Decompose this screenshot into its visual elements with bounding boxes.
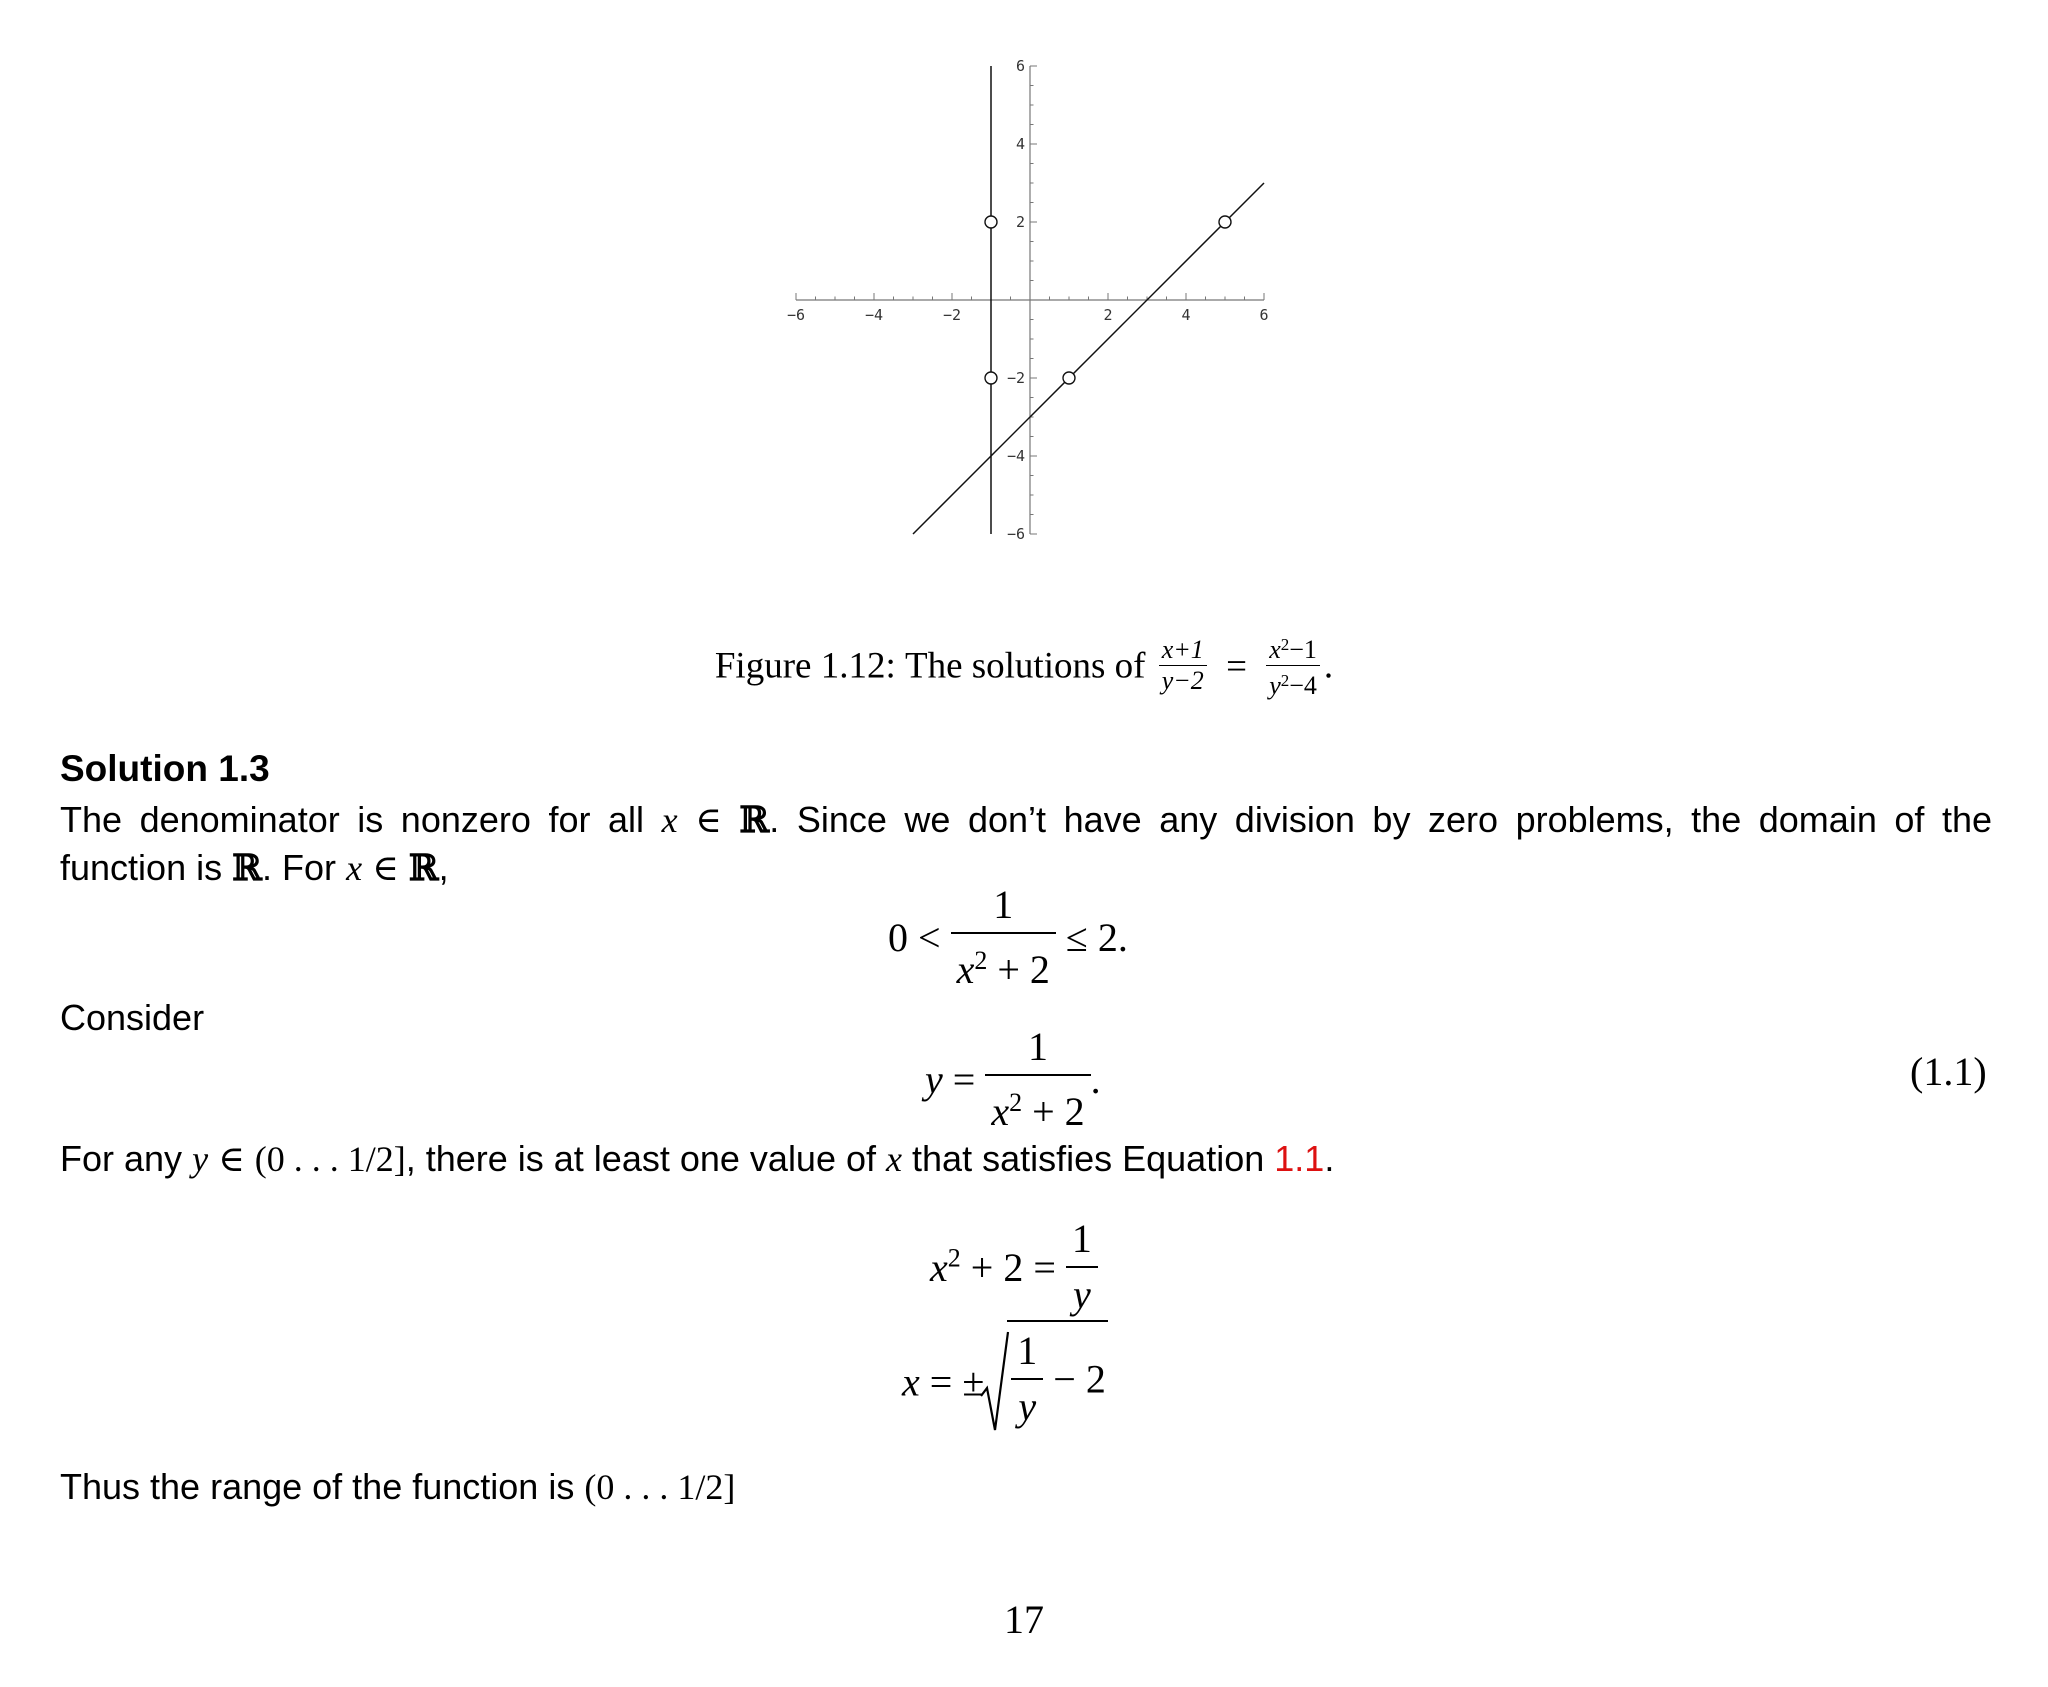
paragraph-line-4 (60, 1463, 735, 1511)
ineq-den-base: x (956, 947, 975, 992)
plot-axes (787, 57, 1269, 543)
excluded-point (985, 372, 997, 384)
d2-fraction (1011, 1328, 1043, 1430)
p1-text-b: . Since we don’t have any division by zero problems, the domain of the (769, 799, 1993, 840)
x-tick-label: −4 (864, 306, 884, 324)
p4-text-a: Thus the range of the function is (60, 1466, 575, 1507)
solution-plot (786, 55, 1270, 545)
sqrt-radicand (1007, 1320, 1108, 1430)
caption-label: Figure 1.12: (714, 645, 896, 687)
x-tick-label: 4 (1181, 306, 1191, 324)
caption-rhs-den-base: y (1269, 671, 1281, 700)
eq-numerator: 1 (985, 1024, 1090, 1076)
p3-text-c: that satisfies Equation (912, 1138, 1265, 1179)
caption-rhs-num-base: x (1269, 635, 1281, 664)
page-number: 17 (1004, 1597, 1044, 1642)
caption-rhs-denominator (1266, 666, 1320, 700)
ineq-numerator: 1 (951, 882, 1056, 934)
p3-text-b: , there is at least one value of (405, 1138, 877, 1179)
p1-var-x: x (661, 800, 678, 840)
ineq-right: ≤ 2. (1065, 915, 1128, 960)
excluded-point (1219, 216, 1231, 228)
d2-numerator: 1 (1011, 1328, 1043, 1380)
caption-rhs-den-exp: 2 (1280, 671, 1290, 690)
ineq-left: 0 < (888, 915, 941, 960)
ineq-den-rest: + 2 (997, 947, 1050, 992)
d1-lhs-rest: + 2 = (970, 1244, 1056, 1290)
d1-lhs-exp: 2 (947, 1243, 961, 1273)
y-tick-label: −4 (1006, 447, 1025, 465)
x-ticks (787, 293, 1269, 324)
equation-number: (1.1) (1910, 1049, 1987, 1094)
y-tick-label: 6 (1015, 57, 1025, 75)
p3-text-d: . (1324, 1138, 1335, 1179)
figure-caption (0, 632, 2048, 700)
p4-interval: (0 . . . 1/2] (584, 1467, 736, 1507)
d1-numerator: 1 (1066, 1216, 1098, 1268)
x-tick-label: 6 (1259, 306, 1269, 324)
derivation-line-2 (902, 1330, 1108, 1434)
ineq-denominator (951, 934, 1056, 993)
p3-var-x: x (886, 1139, 903, 1179)
p1-in-symbol: ∈ (695, 800, 722, 840)
series-line-2 (913, 183, 1264, 534)
paragraph-line-2 (60, 844, 449, 892)
p3-var-y: y (192, 1139, 209, 1179)
y-tick-label: −2 (1006, 369, 1025, 387)
eq-equals: = (952, 1057, 976, 1102)
y-tick-label: 2 (1015, 213, 1025, 231)
p2-var-x: x (346, 848, 363, 888)
p2-in-symbol: ∈ (372, 848, 399, 888)
caption-lhs-denominator: y−2 (1161, 666, 1204, 695)
x-tick-label: −2 (942, 306, 962, 324)
sqrt-sign (980, 1330, 1010, 1434)
caption-rhs-num-exp: 2 (1280, 635, 1290, 654)
caption-text: The solutions of (904, 645, 1146, 687)
excluded-point (985, 216, 997, 228)
ineq-fraction (951, 882, 1056, 993)
equation-1-1-link[interactable]: 1.1 (1274, 1138, 1325, 1179)
x-tick-label: 2 (1103, 306, 1113, 324)
equation-1-1 (925, 1024, 1101, 1135)
eq-lhs: y (925, 1057, 943, 1102)
caption-lhs-fraction (1159, 637, 1207, 695)
caption-rhs-numerator (1266, 632, 1320, 666)
solution-heading: Solution 1.3 (60, 748, 270, 789)
p1-text-a: The denominator is nonzero for all (60, 799, 645, 840)
derivation-line-1 (930, 1216, 1098, 1318)
eq-den-exp: 2 (1009, 1088, 1023, 1117)
caption-rhs-den-rest: −4 (1289, 671, 1317, 700)
d2-eq: = ± (929, 1359, 985, 1405)
d1-denominator: y (1073, 1272, 1091, 1317)
eq-denominator (985, 1076, 1090, 1135)
paragraph-line-3 (60, 1135, 1334, 1183)
d1-lhs-base: x (930, 1244, 948, 1290)
p2-reals: ℝ (232, 847, 263, 889)
eq-fraction (985, 1024, 1090, 1135)
paragraph-line-1 (60, 796, 1992, 844)
y-tick-label: −6 (1006, 525, 1025, 543)
excluded-point (1063, 372, 1075, 384)
d2-rest: − 2 (1053, 1356, 1106, 1402)
p2-text-b: . For (262, 847, 337, 888)
p2-text-c: , (438, 847, 449, 888)
p1-reals: ℝ (739, 799, 770, 841)
d1-lhs (930, 1245, 1056, 1290)
inequality-display (888, 882, 1128, 993)
caption-rhs-fraction (1266, 632, 1320, 700)
caption-period: . (1323, 645, 1334, 687)
y-tick-label: 4 (1015, 135, 1025, 153)
eq-den-base: x (991, 1089, 1010, 1134)
d1-fraction (1066, 1216, 1098, 1318)
p3-in-symbol: ∈ (218, 1139, 245, 1179)
eq-den-rest: + 2 (1032, 1089, 1085, 1134)
d2-lhs: x (902, 1359, 920, 1405)
caption-lhs-numerator: x+1 (1159, 637, 1207, 666)
p2-text-a: function is (60, 847, 223, 888)
x-tick-label: −6 (786, 306, 806, 324)
d2-denominator: y (1018, 1384, 1037, 1429)
eq-dot: . (1090, 1057, 1101, 1102)
p3-interval: (0 . . . 1/2] (254, 1139, 406, 1179)
p3-text-a: For any (60, 1138, 183, 1179)
consider-text: Consider (60, 997, 205, 1038)
ineq-den-exp: 2 (974, 946, 988, 975)
caption-rhs-num-rest: −1 (1289, 635, 1317, 664)
p2-reals-2: ℝ (408, 847, 439, 889)
caption-equals: = (1226, 645, 1247, 687)
